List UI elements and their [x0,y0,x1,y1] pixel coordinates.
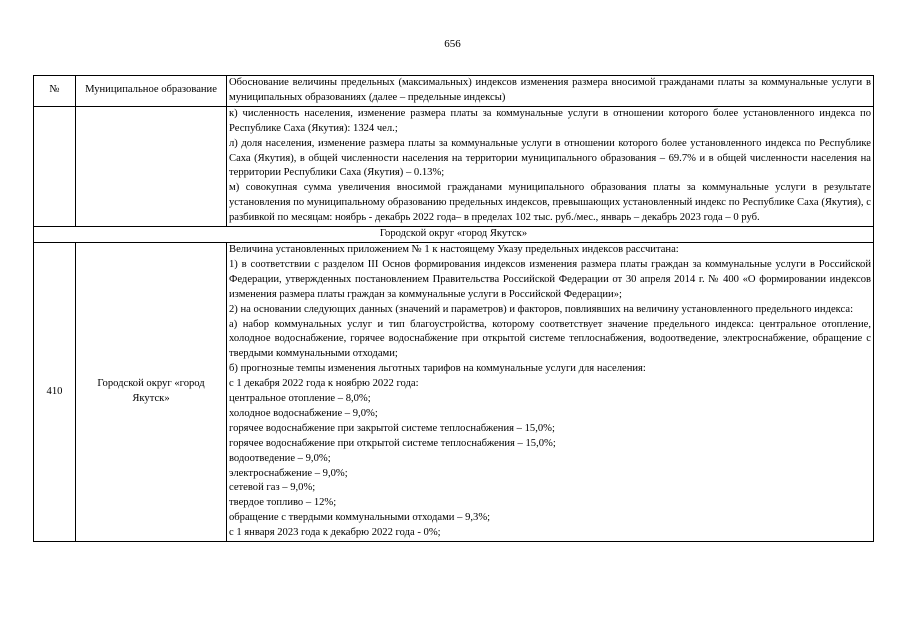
list-item: горячее водоснабжение при закрытой системе теплоснабжения – 15,0%; [229,422,555,434]
table-row-410 [34,242,874,541]
list-item: сетевой газ – 9,0%; [229,482,316,494]
list-item: водоотведение – 9,0%; [229,452,331,464]
section-title: Городской округ «город Якутск» [34,227,874,243]
continuation-municipality-cell [76,106,227,226]
header-municipality: Муниципальное образование [76,76,227,107]
header-justification: Обоснование величины предельных (максимальных) индексов изменения размера вносимой гражданами платы за коммунальные услуги в муниципальных образованиях (далее – предельные индексы) [227,76,874,107]
header-num: № [34,76,76,107]
paragraph-a: а) набор коммунальных услуг и тип благоустройства, которому соответствует значение предельного индекса: центральное отопление, холодное водоснабжение, горячее водоснабжение при открытой системе теплоснабжения, водоотведение, электроснабжение, обращение с твердыми коммунальными отходами; [229,318,871,360]
list-item: обращение с твердыми коммунальными отходами – 9,3%; [229,512,491,524]
paragraph-intro: Величина установленных приложением № 1 к настоящему Указу предельных индексов рассчитана: [229,243,679,255]
row-410-justification [227,242,874,541]
paragraph-b: б) прогнозные темпы изменения льготных тарифов на коммунальные услуги для населения: [229,363,646,375]
continuation-num-cell [34,106,76,226]
table-header-row [34,76,874,107]
paragraph-k: к) численность населения, изменение размера платы за коммунальные услуги в отношении которого более установленного индекса по Республике Саха (Якутия): 1324 чел.; [229,107,871,134]
row-410-num: 410 [34,242,76,541]
section-title-row [34,227,874,243]
paragraph-1: 1) в соответствии с разделом III Основ формирования индексов изменения размера платы граждан за коммунальные услуги в Российской Федерации, утвержденных постановлением Правительства Российской Федерации от 30 апреля 2014 г. № 400 «О формировании индексов изменения размера платы граждан за коммунальные услуги в Российской Федерации»; [229,258,871,300]
list-item: с 1 января 2023 года к декабрю 2022 года - 0%; [229,527,441,539]
paragraph-2: 2) на основании следующих данных (значений и параметров) и факторов, повлиявших на величину установленного предельного индекса: [229,303,854,315]
continuation-justification-cell [227,106,874,226]
page-number: 656 [444,38,461,50]
table-row-continuation [34,106,874,226]
list-item: с 1 декабря 2022 года к ноябрю 2022 года: [229,378,419,390]
justification-table [33,75,874,542]
list-item: электроснабжение – 9,0%; [229,467,348,479]
list-item: твердое топливо – 12%; [229,497,337,509]
list-item: холодное водоснабжение – 9,0%; [229,407,378,419]
list-item: горячее водоснабжение при открытой системе теплоснабжения – 15,0%; [229,437,556,449]
row-410-municipality: Городской округ «город Якутск» [76,242,227,541]
paragraph-m: м) совокупная сумма увеличения вносимой гражданами муниципального образования платы за коммунальные услуги в результате установления по муниципальному образованию предельных индексов, превышающих установленный индекс по Республике Саха (Якутия), с разбивкой по месяцам: ноябрь - декабрь 2022 года– в пределах 102 тыс. руб./мес., январь – декабрь 2023 года – 0 руб. [229,182,871,224]
list-item: центральное отопление – 8,0%; [229,393,371,405]
paragraph-l: л) доля населения, изменение размера платы за коммунальные услуги в отношении которого более установленного индекса по Республике Саха (Якутия), в общей численности населения на территории муниципального образования – 69.7% и в общей численности населения на территории Республики Саха (Якутия) – 0.13%; [229,137,871,179]
